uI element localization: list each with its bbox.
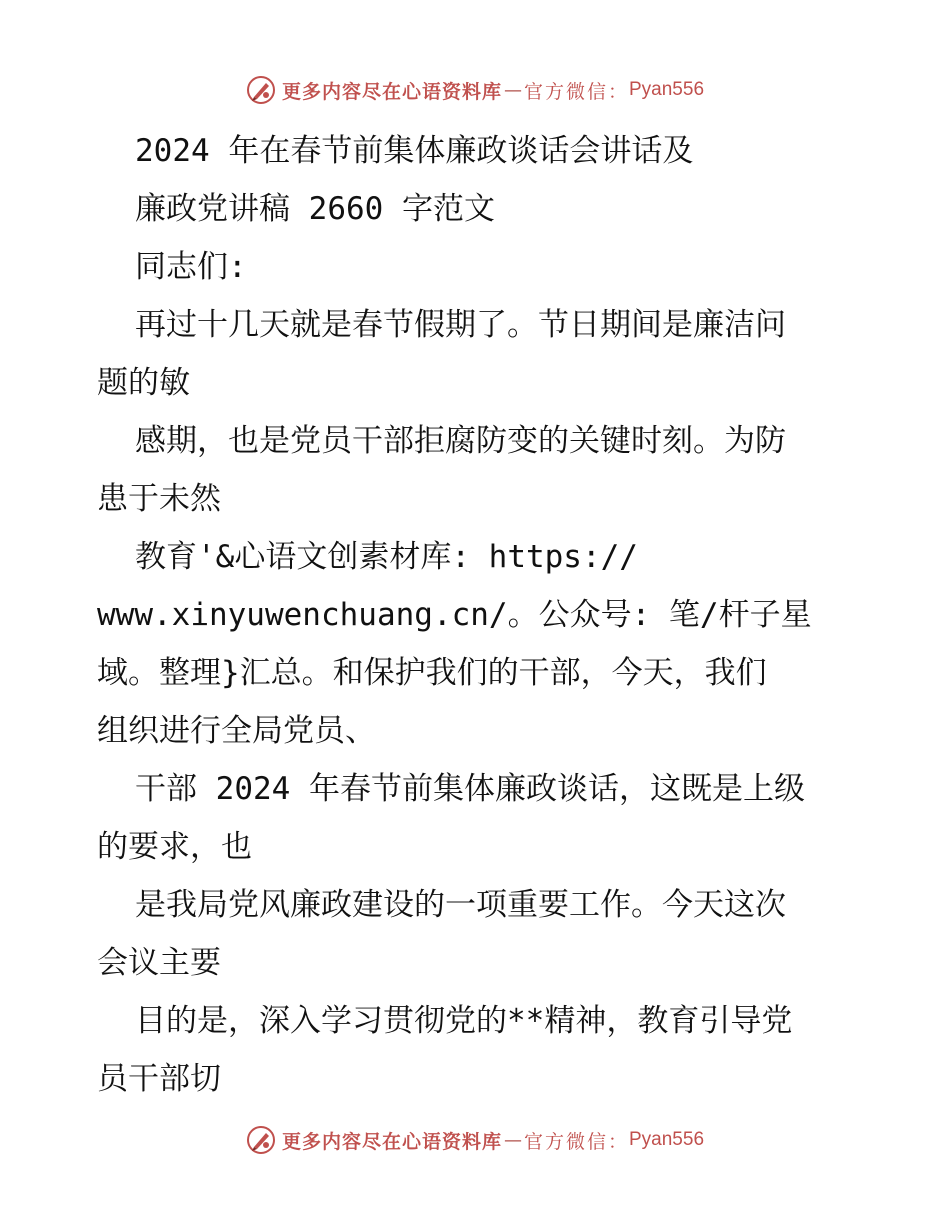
body-line: 目的是，深入学习贯彻党的**精神，教育引导党: [135, 1003, 793, 1039]
wechat-account: Pyan556: [629, 79, 705, 100]
header-watermark-banner: [0, 70, 950, 110]
body-line: www.xinyuwenchuang.cn/。公众号: 笔/杆子星: [97, 597, 812, 633]
body-line: 干部 2024 年春节前集体廉政谈话，这既是上级: [135, 771, 805, 807]
body-line: 患于未然: [97, 481, 221, 517]
promo-text: 更多内容尽在心语资料库: [281, 1130, 502, 1153]
banner-dash: —: [503, 1129, 522, 1151]
wechat-account: Pyan556: [629, 1129, 705, 1150]
body-line: 感期，也是党员干部拒腐防变的关键时刻。为防: [135, 423, 786, 459]
pen-logo-icon: [246, 1125, 276, 1155]
pen-logo-icon: [246, 75, 276, 105]
body-line: 教育'&心语文创素材库: https://: [135, 539, 638, 575]
body-line: 员干部切: [97, 1061, 221, 1097]
wechat-label: 官方微信：: [523, 80, 629, 103]
body-line: 再过十几天就是春节假期了。节日期间是廉洁问: [135, 307, 786, 343]
body-line: 组织进行全局党员、: [97, 713, 376, 749]
salutation: 同志们:: [135, 249, 247, 285]
body-line: 域。整理}汇总。和保护我们的干部，今天，我们: [97, 655, 767, 691]
banner-dash: —: [503, 79, 522, 101]
document-title-line-2: 廉政党讲稿 2660 字范文: [135, 191, 495, 227]
footer-watermark-banner: [0, 1120, 950, 1160]
body-line: 是我局党风廉政建设的一项重要工作。今天这次: [135, 887, 786, 923]
document-body: [97, 122, 867, 1108]
body-line: 会议主要: [97, 945, 221, 981]
document-title-line-1: 2024 年在春节前集体廉政谈话会讲话及: [135, 133, 694, 169]
body-line: 题的敏: [97, 365, 190, 401]
wechat-label: 官方微信：: [523, 1130, 629, 1153]
promo-text: 更多内容尽在心语资料库: [281, 80, 502, 103]
body-line: 的要求，也: [97, 829, 252, 865]
